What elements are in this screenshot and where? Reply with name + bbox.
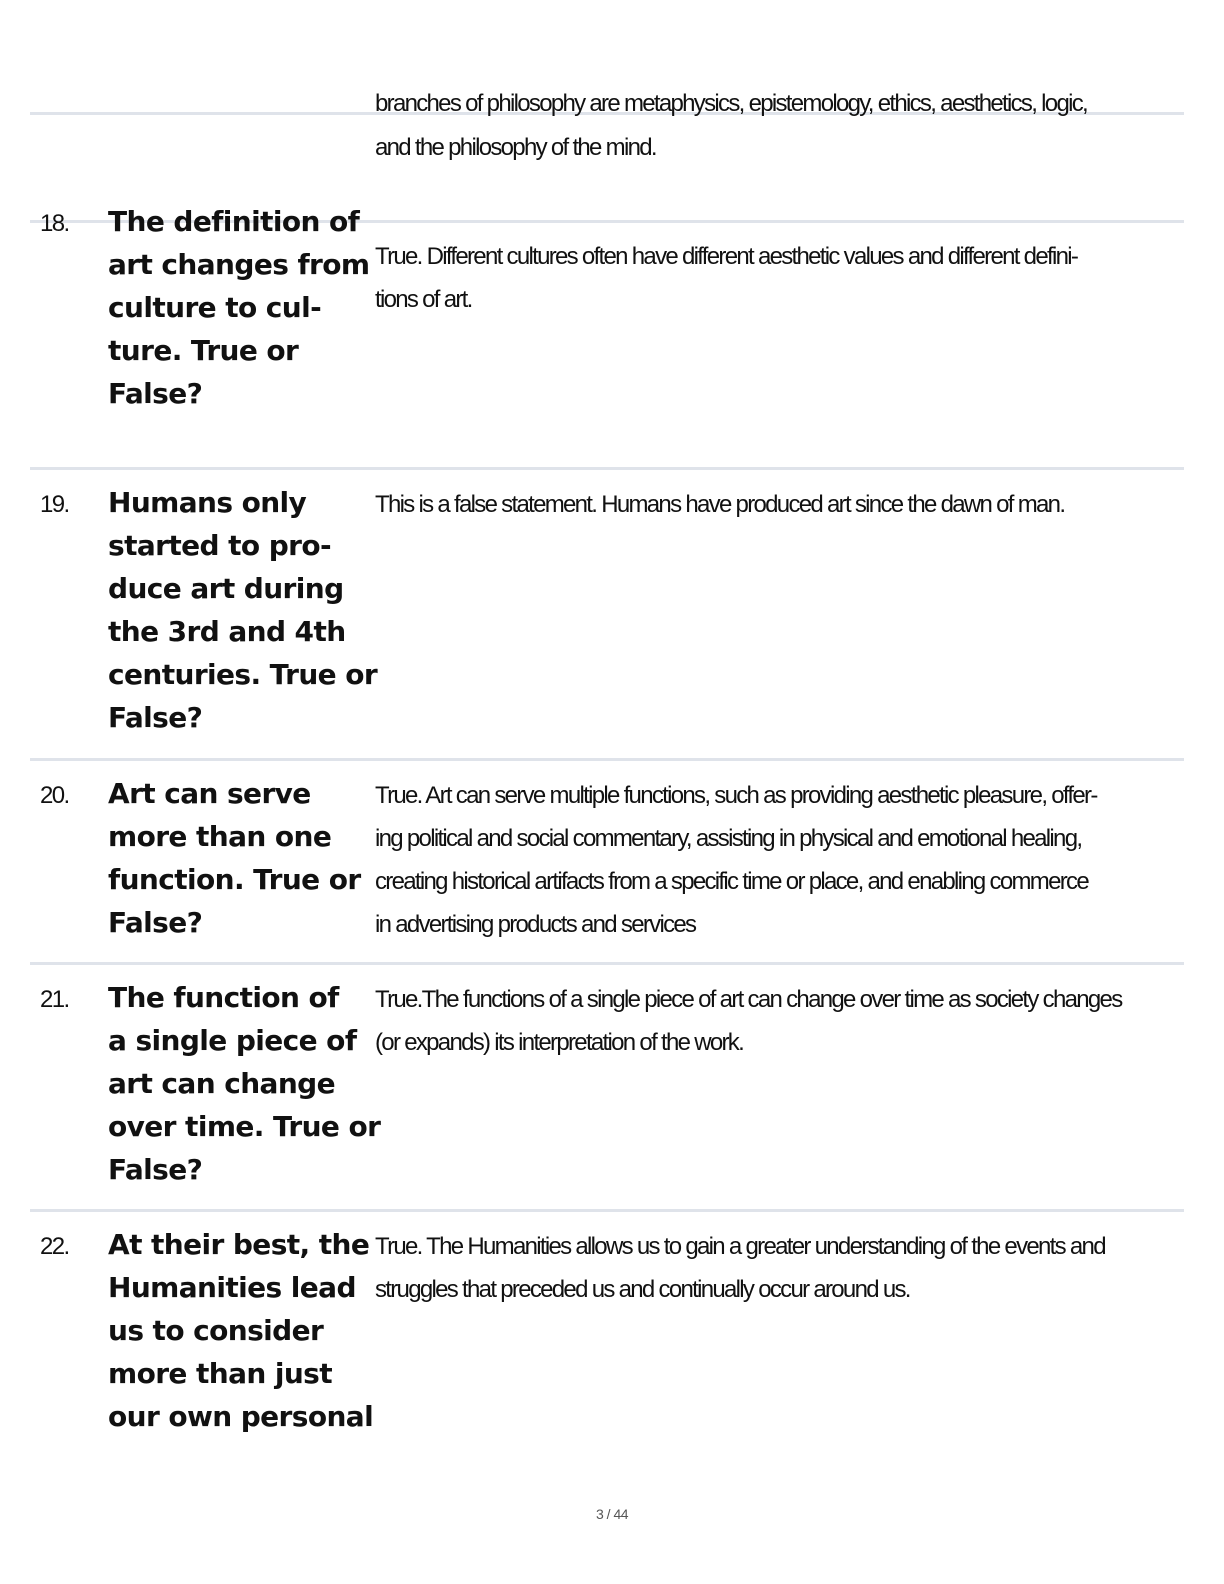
- answer-text: [375, 483, 1175, 526]
- question-line: culture to cul-: [108, 291, 322, 324]
- question-line: started to pro-: [108, 529, 331, 562]
- answer-line: and the philosophy of the mind.: [375, 134, 656, 161]
- question-line: The definition of: [108, 205, 360, 238]
- table-rule: [30, 1209, 1184, 1212]
- question-line: The function of: [108, 981, 339, 1014]
- question-line: At their best, the: [108, 1228, 370, 1261]
- answer-line: branches of philosophy are metaphysics, epistemology, ethics, aesthetics, logic,: [375, 90, 1087, 117]
- table-rule: [30, 962, 1184, 965]
- table-rule: [30, 758, 1184, 761]
- answer-line: (or expands) its interpretation of the work.: [375, 1029, 744, 1056]
- question-line: Humans only: [108, 486, 307, 519]
- question-line: False?: [108, 1153, 203, 1186]
- table-rule: [30, 467, 1184, 470]
- answer-line: in advertising products and services: [375, 911, 696, 938]
- question-line: False?: [108, 701, 203, 734]
- question-line: Art can serve: [108, 777, 311, 810]
- continued-answer: [375, 82, 1175, 170]
- answer-line: creating historical artifacts from a specific time or place, and enabling commerce: [375, 868, 1088, 895]
- question-line: a single piece of: [108, 1024, 357, 1057]
- question-line: art changes from: [108, 248, 370, 281]
- question-line: more than one: [108, 820, 332, 853]
- answer-line: True. Different cultures often have different aesthetic values and different defini-: [375, 243, 1078, 270]
- question-line: function. True or: [108, 863, 361, 896]
- question-line: centuries. True or: [108, 658, 378, 691]
- answer-line: True.The functions of a single piece of art can change over time as society changes: [375, 986, 1122, 1013]
- question-text: [108, 1223, 374, 1438]
- page-indicator: 3 / 44: [595, 1506, 629, 1522]
- answer-text: [375, 1225, 1175, 1311]
- question-line: our own personal: [108, 1400, 374, 1433]
- question-line: more than just: [108, 1357, 333, 1390]
- question-line: us to consider: [108, 1314, 324, 1347]
- question-text: [108, 200, 370, 415]
- question-text: [108, 481, 378, 739]
- answer-line: True. Art can serve multiple functions, such as providing aesthetic pleasure, offer-: [375, 782, 1097, 809]
- question-line: duce art during: [108, 572, 344, 605]
- question-line: ture. True or: [108, 334, 299, 367]
- question-line: False?: [108, 377, 203, 410]
- question-number: 21.: [40, 986, 69, 1013]
- answer-text: [375, 235, 1175, 321]
- question-number: 22.: [40, 1233, 69, 1260]
- question-line: art can change: [108, 1067, 336, 1100]
- answer-line: ing political and social commentary, assisting in physical and emotional healing,: [375, 825, 1082, 852]
- question-line: False?: [108, 906, 203, 939]
- answer-line: tions of art.: [375, 286, 472, 313]
- answer-line: struggles that preceded us and continually occur around us.: [375, 1276, 910, 1303]
- question-line: over time. True or: [108, 1110, 381, 1143]
- question-line: the 3rd and 4th: [108, 615, 346, 648]
- question-number: 19.: [40, 491, 69, 518]
- question-number: 20.: [40, 782, 69, 809]
- question-text: [108, 976, 381, 1191]
- question-line: Humanities lead: [108, 1271, 356, 1304]
- answer-text: [375, 774, 1175, 946]
- answer-text: [375, 978, 1175, 1064]
- question-number: 18.: [40, 210, 69, 237]
- answer-line: This is a false statement. Humans have produced art since the dawn of man.: [375, 491, 1065, 518]
- question-text: [108, 772, 370, 944]
- answer-line: True. The Humanities allows us to gain a greater understanding of the events and: [375, 1233, 1105, 1260]
